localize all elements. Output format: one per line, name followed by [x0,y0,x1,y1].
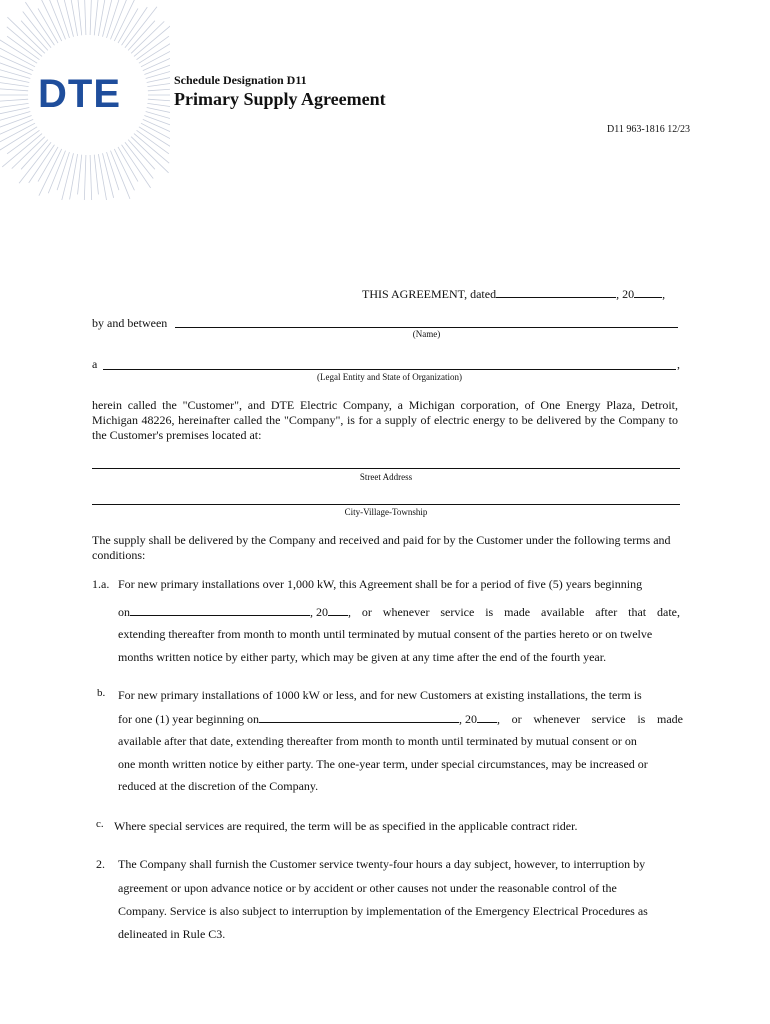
clause-1a-year-field[interactable] [328,604,348,616]
clause-2-line3: Company. Service is also subject to interruption by implementation of the Emergency Electrical Procedures as [118,904,648,918]
a-label: a [92,357,98,371]
clause-2-line2: agreement or upon advance notice or by accident or other causes not under the reasonable control of the [118,881,617,895]
clause-1b-label: b. [97,687,106,699]
year-prefix: , 20 [616,287,635,301]
supply-paragraph: The supply shall be delivered by the Company and received and paid for by the Customer under the following terms and conditions: [92,533,671,562]
clause-1c-label: c. [96,818,104,830]
year-label: , 20 [458,712,477,726]
year-label: , 20 [310,605,328,619]
clause-1a-line3: extending thereafter from month to month until terminated by mutual consent of the parties hereto or on twelve [118,627,653,641]
dte-logo: DTE [38,72,121,116]
by-and-between-label: by and between [92,316,168,330]
street-address-field[interactable] [92,456,680,469]
clause-1b-after-year: , or whenever service is made [496,712,683,726]
agreement-year-field[interactable] [634,286,662,298]
comma: , [677,357,680,371]
clause-1b-line2 [118,711,683,727]
street-address-caption: Street Address [359,472,413,482]
agreement-date-row [362,286,665,302]
clause-1b-line4: one month written notice by either party. The one-year term, under special circumstances, may be increased or [118,757,648,771]
clause-1b-line5: reduced at the discretion of the Company. [118,779,319,793]
for-one-label: for one (1) year beginning on [118,712,259,726]
agreement-dated-label: THIS AGREEMENT, dated [362,287,497,301]
form-number: D11 963-1816 12/23 [607,124,690,135]
city-field[interactable] [92,492,680,505]
comma: , [662,287,666,301]
page-title: Primary Supply Agreement [174,89,386,109]
clause-1b-line3: available after that date, extending thereafter from month to month until terminated by mutual consent or on [118,734,637,748]
herein-paragraph: herein called the "Customer", and DTE Electric Company, a Michigan corporation, of One Energy Plaza, Detroit, Michigan 48226, hereinafter called the "Company", is for a supply of electric energy to be delivered by the Company to the Customer's premises located at: [92,398,678,442]
name-caption: (Name) [412,329,441,339]
clause-1a-line4: months written notice by either party, which may be given at any time after the end of the fourth year. [118,650,607,664]
clause-1b-line1: For new primary installations of 1000 kW or less, and for new Customers at existing installations, the term is [118,688,642,702]
legal-entity-caption: (Legal Entity and State of Organization) [316,372,463,382]
clause-2-line1: The Company shall furnish the Customer service twenty-four hours a day subject, however, to interruption by [118,857,646,871]
clause-1c-text: Where special services are required, the term will be as specified in the applicable contract rider. [114,819,578,833]
clause-1b-date-field[interactable] [259,711,459,723]
clause-1a-label: 1.a. [92,577,110,591]
customer-name-field[interactable] [175,315,678,328]
agreement-date-field[interactable] [496,286,616,298]
clause-1a-date-field[interactable] [130,604,310,616]
city-caption: City-Village-Township [344,507,428,517]
on-label: on [118,605,130,619]
legal-entity-field[interactable] [103,357,676,370]
clause-1a-line1: For new primary installations over 1,000 kW, this Agreement shall be for a period of five (5) years beginning [118,577,643,591]
clause-2-label: 2. [96,857,105,871]
clause-1a-after-year: , or whenever service is made available after that date, [348,605,680,619]
clause-2-line4: delineated in Rule C3. [118,927,226,941]
clause-1a-line2 [118,604,680,620]
schedule-designation: Schedule Designation D11 [174,73,307,87]
clause-1b-year-field[interactable] [477,711,497,723]
